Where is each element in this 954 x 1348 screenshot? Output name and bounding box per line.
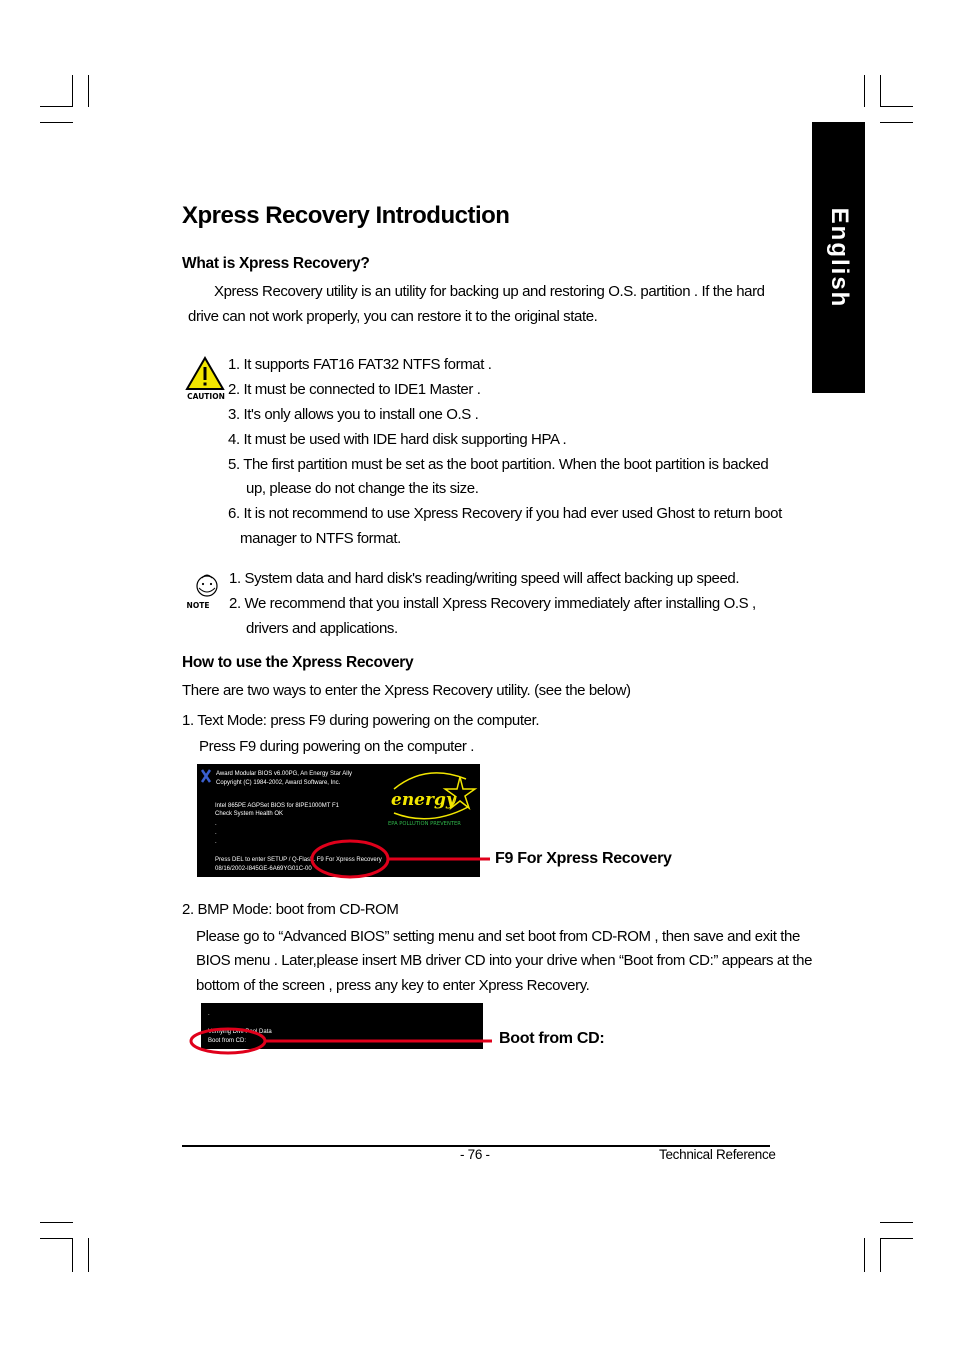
caution-icon-label: CAUTION: [187, 392, 225, 401]
highlight-ellipse-boot-cd: [186, 1025, 496, 1057]
bios-line: Award Modular BIOS v6.00PG, An Energy Star Ally: [216, 771, 352, 777]
crop-mark: [880, 1222, 913, 1223]
note-item: drivers and applications.: [246, 620, 398, 637]
note-icon-label: NOTE: [186, 601, 210, 610]
crop-mark: [72, 75, 73, 107]
mode2-text-line: BIOS menu . Later,please insert MB driver CD into your drive when “Boot from CD:” appears at the: [196, 952, 813, 969]
crop-mark: [880, 106, 913, 107]
epa-text: EPA POLLUTION PREVENTER: [388, 821, 461, 827]
caution-item: 2. It must be connected to IDE1 Master .: [228, 381, 481, 398]
section-heading-how-to-use: How to use the Xpress Recovery: [182, 654, 414, 671]
caution-item: 1. It supports FAT16 FAT32 NTFS format .: [228, 356, 492, 373]
bios-line: .: [208, 1011, 210, 1017]
energy-star-logo: [386, 767, 478, 829]
mode1-subtitle: Press F9 during powering on the computer .: [199, 738, 475, 755]
crop-mark: [88, 75, 89, 107]
intro-text-line: drive can not work properly, you can restore it to the original state.: [188, 308, 598, 325]
footer-section-label: Technical Reference: [659, 1147, 776, 1162]
bios-line: Verifying DMI Pool Data: [208, 1029, 272, 1035]
page-number: - 76 -: [460, 1147, 490, 1162]
crop-mark: [40, 1222, 73, 1223]
highlight-ellipse-f9: [300, 836, 495, 882]
award-logo-icon: [200, 769, 212, 783]
bios-line: Intel 865PE AGPSet BIOS for 8IPE1000MT F1: [215, 803, 339, 809]
crop-mark: [864, 75, 865, 107]
caution-item: 6. It is not recommend to use Xpress Recovery if you had ever used Ghost to return boot: [228, 505, 782, 522]
bios-line: Press DEL to enter SETUP / Q-Flash. F9 For Xpress Recovery: [215, 857, 382, 863]
crop-mark: [72, 1238, 73, 1272]
note-icon: [185, 570, 227, 612]
note-item: 1. System data and hard disk's reading/writing speed will affect backing up speed.: [229, 570, 740, 587]
bios-line: .: [215, 821, 217, 827]
crop-mark: [880, 75, 881, 107]
caution-item: 5. The first partition must be set as the boot partition. When the boot partition is backed: [228, 456, 769, 473]
bios-line: Boot from CD:: [208, 1038, 247, 1044]
mode1-title: 1. Text Mode: press F9 during powering on the computer.: [182, 712, 540, 729]
bios-line: Check System Health OK: [215, 811, 284, 817]
caution-item: up, please do not change the its size.: [246, 480, 479, 497]
page-title: Xpress Recovery Introduction: [182, 202, 510, 229]
callout-boot-cd-label: Boot from CD:: [499, 1030, 605, 1047]
crop-mark: [880, 122, 913, 123]
bios-line: .: [215, 830, 217, 836]
crop-mark: [880, 1238, 881, 1272]
caution-item: manager to NTFS format.: [240, 530, 401, 547]
mode2-text-line: bottom of the screen , press any key to enter Xpress Recovery.: [196, 977, 590, 994]
crop-mark: [880, 1238, 913, 1239]
note-item: 2. We recommend that you install Xpress Recovery immediately after installing O.S ,: [229, 595, 756, 612]
crop-mark: [40, 106, 73, 107]
section-heading-what-is: What is Xpress Recovery?: [182, 255, 370, 272]
crop-mark: [88, 1238, 89, 1272]
crop-mark: [864, 1238, 865, 1272]
crop-mark: [40, 122, 73, 123]
crop-mark: [40, 1238, 73, 1239]
bios-line: 08/16/2002-I845GE-6A69YG01C-00: [215, 866, 312, 872]
intro-text-line: Xpress Recovery utility is an utility for backing up and restoring O.S. partition . If the hard: [214, 283, 765, 300]
language-tab: [812, 122, 865, 393]
caution-item: 3. It's only allows you to install one O.S .: [228, 406, 479, 423]
caution-icon: [185, 355, 227, 401]
language-tab-label: English: [825, 207, 853, 308]
energy-logo-text: energy: [391, 790, 456, 810]
bios-line: .: [215, 839, 217, 845]
mode2-title: 2. BMP Mode: boot from CD-ROM: [182, 901, 399, 918]
bios-line: Copyright (C) 1984-2002, Award Software, Inc.: [216, 780, 341, 786]
caution-item: 4. It must be used with IDE hard disk supporting HPA .: [228, 431, 567, 448]
callout-f9-label: F9 For Xpress Recovery: [495, 850, 672, 867]
mode2-text-line: Please go to “Advanced BIOS” setting menu and set boot from CD-ROM , then save and exit the: [196, 928, 800, 945]
how-to-intro: There are two ways to enter the Xpress Recovery utility. (see the below): [182, 682, 631, 699]
